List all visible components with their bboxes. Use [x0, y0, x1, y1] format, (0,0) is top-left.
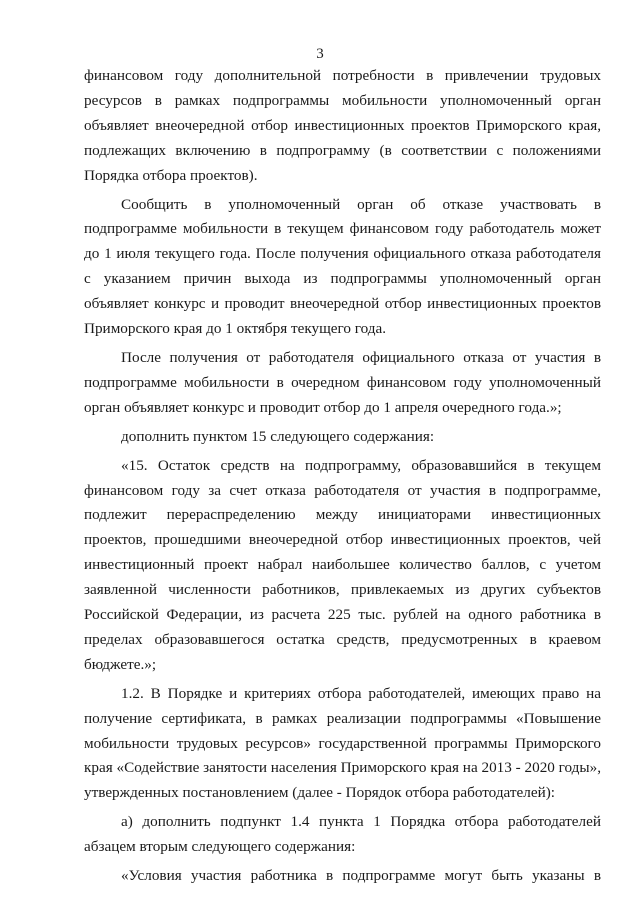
paragraph-continuation: финансовом году дополнительной потребности в привлечении трудовых ресурсов в рамках подпрограммы мобильности уполномоченный орган объявляет внеочередной отбор инвестиционных проектов Приморского края, подлежащих включению в подпрограмму (в соответствии с положениями Порядка отбора проектов).: [84, 67, 601, 184]
page-number: 3: [316, 46, 324, 62]
document-body: [84, 64, 601, 889]
paragraph-refusal-notice: Сообщить в уполномоченный орган об отказе участвовать в подпрограмме мобильности в текущем финансовом году работодатель может до 1 июля текущего года. После получения официального отказа работодателя с указанием причин выхода из подпрограммы уполномоченный орган объявляет конкурс и проводит внеочередной отбор инвестиционных проектов Приморского края до 1 октября текущего года.: [84, 195, 601, 338]
paragraph-subitem-a: а) дополнить подпункт 1.4 пункта 1 Порядка отбора работодателей абзацем вторым следующего содержания:: [84, 813, 601, 856]
paragraph-add-item-15: дополнить пунктом 15 следующего содержания:: [121, 427, 435, 445]
paragraph-next-year-refusal: После получения от работодателя официального отказа от участия в подпрограмме мобильности в очередном финансовом году уполномоченный орган объявляет конкурс и проводит отбор до 1 апреля очередного года.»;: [84, 348, 601, 416]
paragraph-1-2: 1.2. В Порядке и критериях отбора работодателей, имеющих право на получение сертификата, в рамках реализации подпрограммы «Повышение мобильности трудовых ресурсов» государственной программы Приморского края «Содействие занятости населения Приморского края на 2013 - 2020 годы», утвержденных постановлением (далее - Порядок отбора работодателей):: [84, 684, 602, 802]
paragraph-item-15: «15. Остаток средств на подпрограмму, образовавшийся в текущем финансовом году за счет отказа работодателя от участия в подпрограмме, подлежит перераспределению между инициаторами инвестиционных проектов, прошедшими внеочередной отбор инвестиционных проектов, чей инвестиционный проект набрал наибольшее количество баллов, с учетом заявленной численности работников, привлекаемых из других субъектов Российской Федерации, из расчета 225 тыс. рублей на одного работника в пределах образовавшегося остатка средств, предусмотренных в краевом бюджете.»;: [84, 456, 601, 673]
paragraph-conditions: «Условия участия работника в подпрограмме могут быть указаны в: [121, 867, 601, 885]
